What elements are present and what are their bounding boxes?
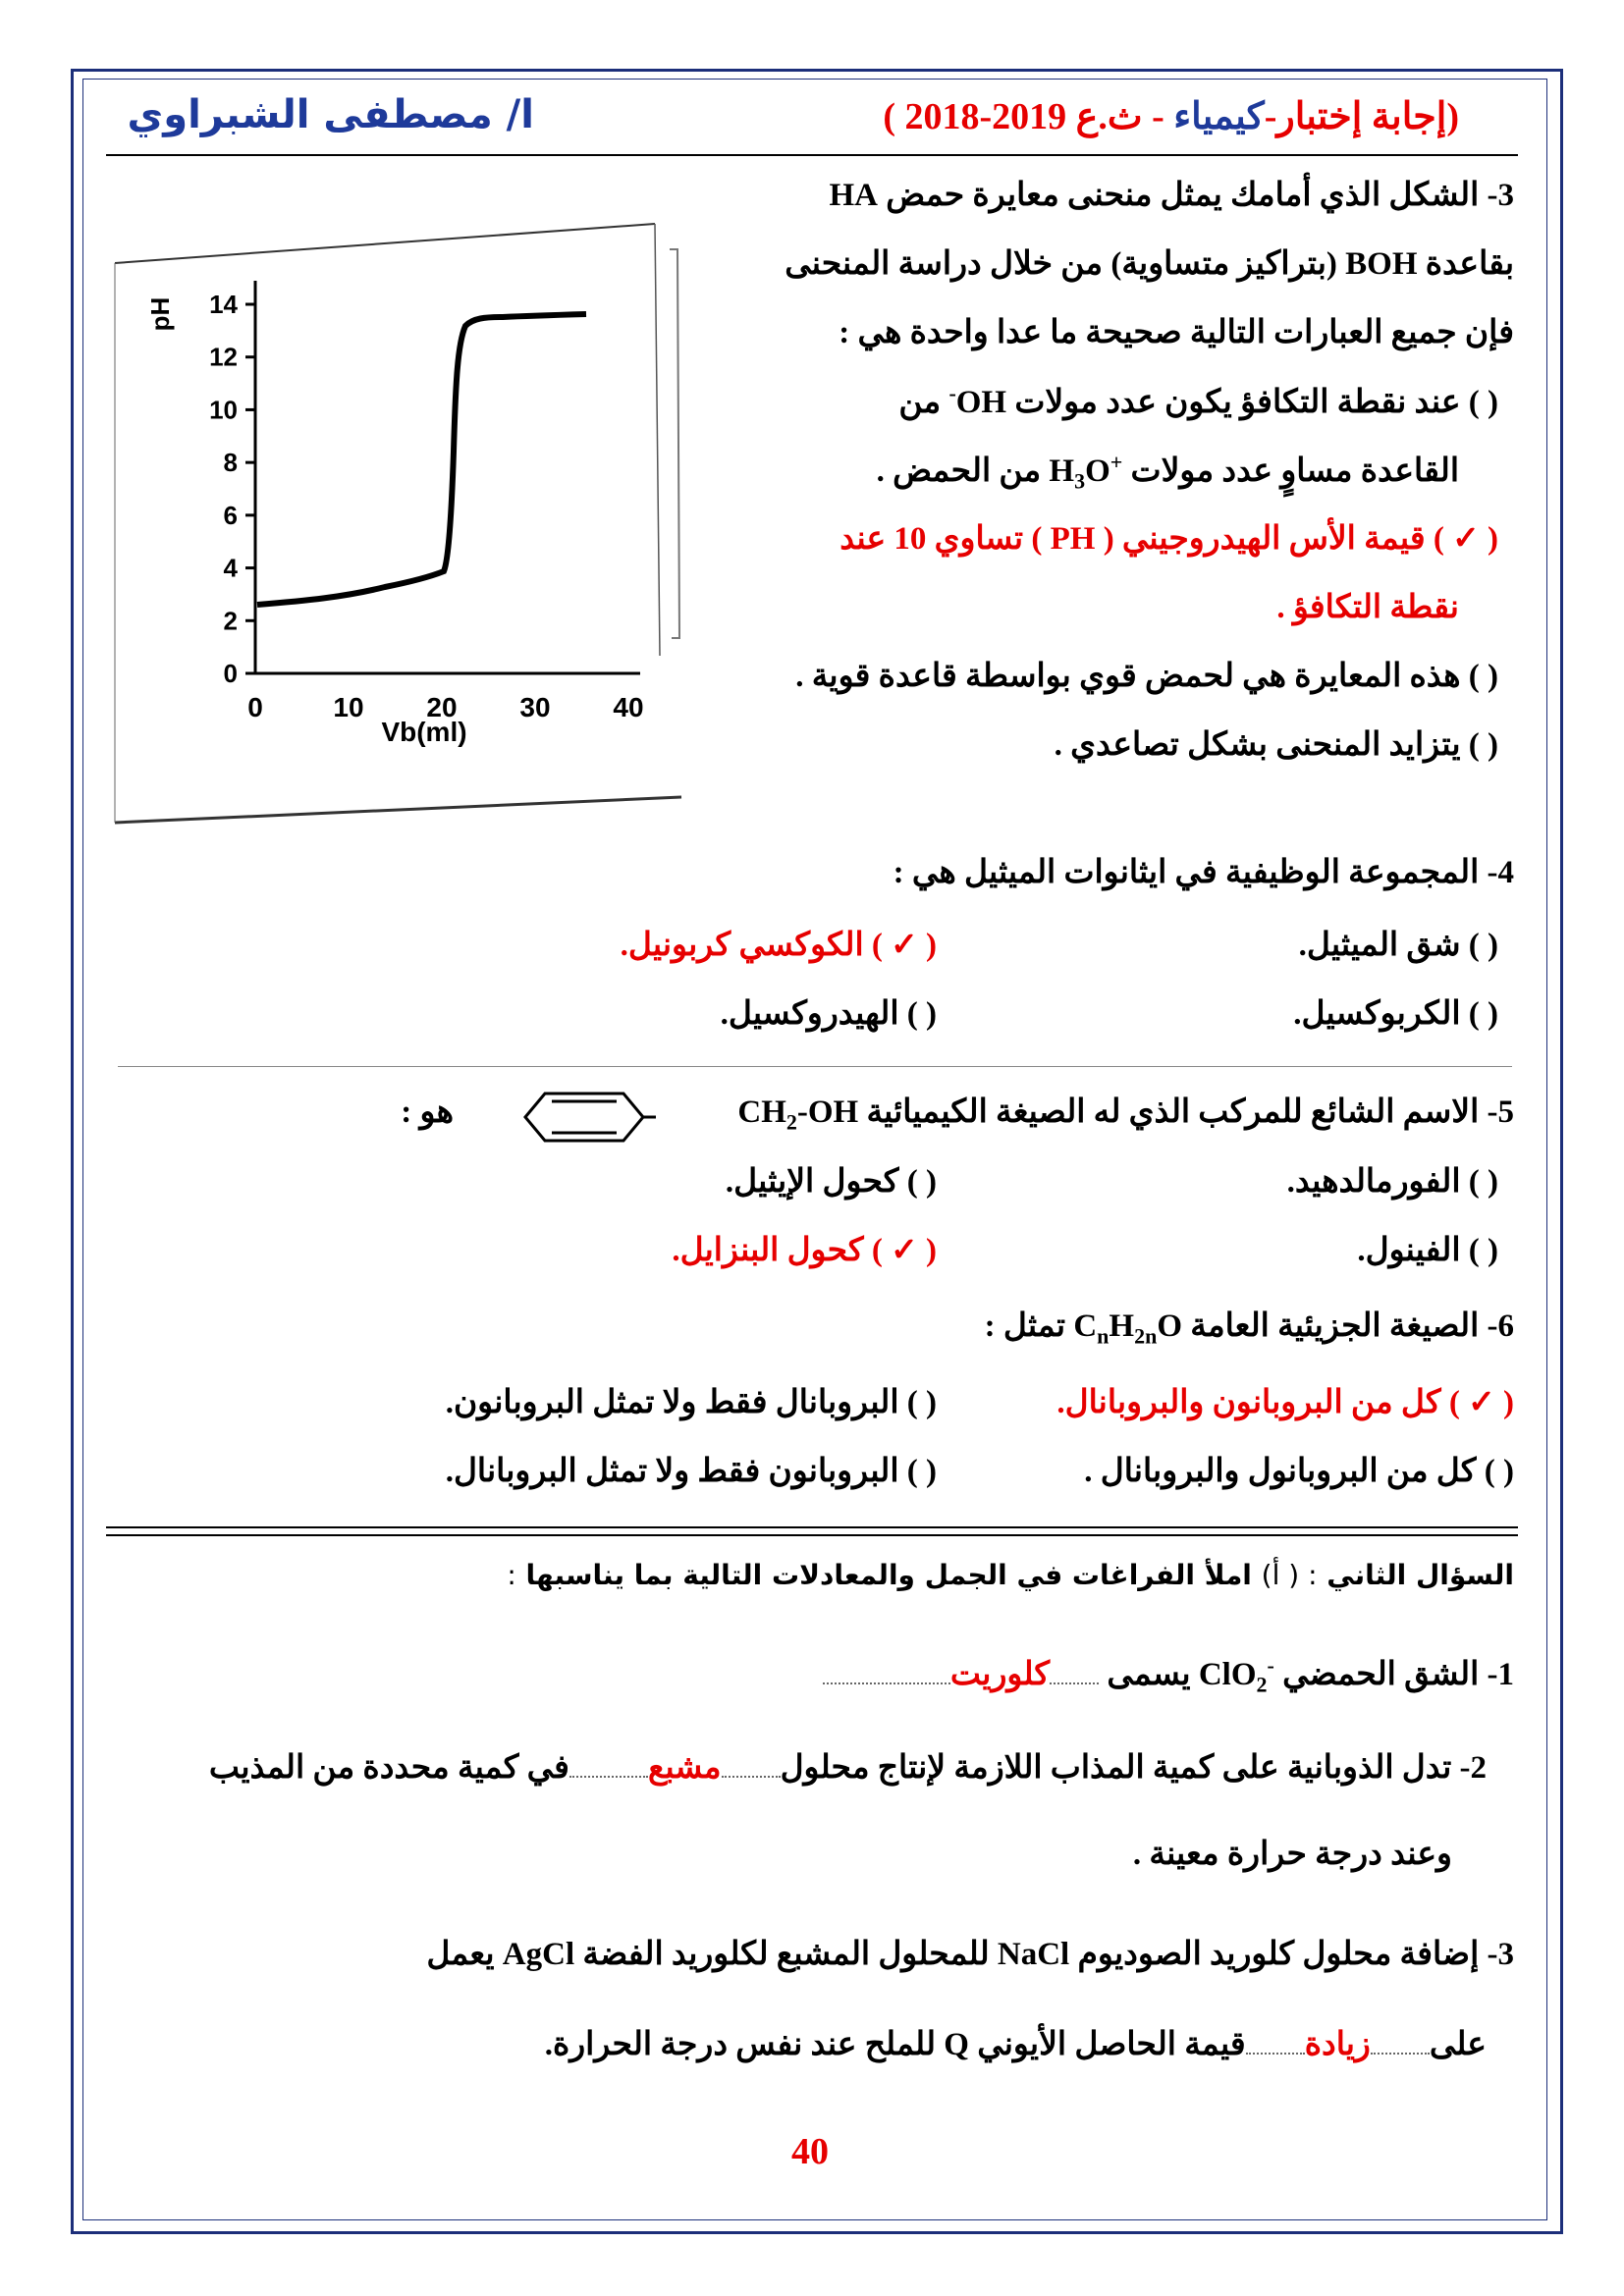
exam-title (883, 94, 1459, 138)
q6-formula-o: O (1157, 1308, 1182, 1344)
header-rule (106, 154, 1518, 156)
q4-option-c-box: ( ) (1468, 996, 1498, 1032)
q5-option-c-box: ( ) (1468, 1233, 1498, 1268)
x-tick-label: 40 (613, 692, 644, 722)
blank-dots (1371, 2053, 1430, 2055)
blank-dots (823, 1682, 950, 1684)
q4-option-d-box: ( ) (906, 996, 937, 1032)
sentence-2 (209, 1747, 1487, 1787)
titration-curve (257, 314, 586, 605)
graph-frame-top (115, 224, 655, 263)
q3-option-1 (898, 381, 1498, 421)
x-tick-label: 30 (519, 692, 551, 722)
second-question-part: : ( أ) (1261, 1559, 1318, 1591)
blank-dots (1050, 1682, 1099, 1684)
h3o-charge: + (1110, 450, 1123, 474)
sentence-1-mid: يسمى (1107, 1657, 1191, 1692)
q3-stem-line1: 3- الشكل الذي أمامك يمثل منحنى معايرة حمض HA (829, 178, 1514, 213)
q6-stem-end: تمثل : (984, 1308, 1066, 1344)
q5-stem (737, 1092, 1514, 1136)
q4-option-a-box: ( ) (1468, 928, 1498, 963)
sentence-1 (823, 1653, 1514, 1698)
benzene-ring-icon (520, 1088, 658, 1147)
h-symbol: H (1049, 454, 1075, 489)
h3o-subscript: 3 (1074, 468, 1086, 494)
q6-formula (1073, 1308, 1182, 1349)
q3-option-2 (839, 518, 1498, 558)
q6-formula-c: C (1073, 1308, 1098, 1344)
q6-formula-h: H (1109, 1308, 1135, 1344)
y-axis-label: pH (145, 296, 175, 332)
page-number: 40 (791, 2131, 829, 2172)
y-tick-label: 12 (209, 342, 238, 372)
q6-stem-text: 6- الصيغة الجزيئية العامة (1190, 1308, 1514, 1344)
title-years: 2019-2018 (904, 96, 1067, 137)
q5-option-b-box: ( ) (906, 1164, 937, 1200)
y-tick-label: 4 (223, 553, 238, 583)
second-question-colon: : (507, 1559, 516, 1591)
q5-option-a (1287, 1161, 1498, 1201)
y-tick-label: 6 (223, 500, 238, 530)
title-answer: إجابة إختبار- (1264, 96, 1447, 137)
q6-option-d-text: البروبانون فقط ولا تمثل البروبانال. (445, 1454, 899, 1489)
chlorite-symbol: ClO (1198, 1657, 1257, 1692)
sentence-1-answer: كلوريت (949, 1657, 1051, 1692)
q3-option-1-box: ( ) (1468, 385, 1498, 420)
q4-option-b-text: الكوكسي كربونيل. (620, 928, 864, 963)
q4-option-c-text: الكربوكسيل. (1293, 996, 1461, 1032)
section-divider-top (106, 1526, 1518, 1528)
q3-option-4 (1055, 724, 1498, 764)
q6-option-b (446, 1382, 937, 1421)
q4-option-d (721, 993, 937, 1033)
q4-divider (118, 1066, 1512, 1067)
q3-option-2-text: قيمة الأس الهيدروجيني ( PH ) تساوي 10 عند (839, 521, 1426, 557)
q3-stem-line3: فإن جميع العبارات التالية صحيحة ما عدا واحدة هي : (839, 315, 1514, 350)
q5-option-a-text: الفورمالدهيد. (1286, 1164, 1461, 1200)
title-grade-dash: - (1142, 96, 1174, 137)
q3-stem-line2: بقاعدة BOH (بتراكيز متساوية) من خلال دراسة المنحنى (785, 246, 1514, 282)
y-tick-label: 10 (209, 395, 238, 425)
author-name: ا/ مصطفى الشبراوي (127, 92, 534, 137)
chlorite-formula (1198, 1653, 1274, 1697)
q3-option-3-text: هذه المعايرة هي لحمض قوي بواسطة قاعدة قوية . (795, 659, 1461, 694)
y-tick-labels (209, 290, 238, 688)
title-grade: ث.ع (1075, 96, 1143, 137)
q3-option-3 (795, 656, 1498, 695)
titration-curve-graph (110, 216, 689, 832)
q4-option-b-box: ( ✓ ) (871, 928, 937, 963)
second-question-instruction: املأ الفراغات في الجمل والمعادلات التالية بما يناسبها (525, 1559, 1252, 1591)
q6-option-c (1084, 1451, 1514, 1490)
section-divider-bottom (106, 1534, 1518, 1536)
x-axis-label: Vb(ml) (381, 717, 467, 747)
oh-symbol: OH (955, 385, 1007, 420)
title-subject: كيمياء (1173, 96, 1265, 137)
q3-option-3-box: ( ) (1468, 659, 1498, 694)
q6-option-a-text: كل من البروبانون والبروبانال. (1056, 1385, 1441, 1420)
q4-option-d-text: الهيدروكسيل. (720, 996, 899, 1032)
q5-option-d (672, 1230, 937, 1269)
sentence-3-answer: زيادة (1304, 2027, 1371, 2062)
q5-formula-ch: CH (737, 1095, 786, 1130)
sentence-2-start: 2- تدل الذوبانية على كمية المذاب اللازمة لإنتاج محلول (780, 1750, 1487, 1786)
q5-option-d-box: ( ✓ ) (871, 1233, 937, 1268)
q4-option-b (621, 925, 937, 964)
second-question-title: السؤال الثاني (1326, 1559, 1514, 1591)
q3-option-1-line2 (877, 450, 1459, 495)
q6-option-c-text: كل من البروبانول والبروبانال . (1084, 1454, 1477, 1489)
q4-option-a (1299, 925, 1498, 964)
h3o-formula (1049, 450, 1123, 494)
q6-formula-2n: 2n (1134, 1323, 1158, 1349)
y-tick-label: 2 (223, 606, 238, 636)
o-symbol: O (1085, 454, 1110, 489)
q5-formula (737, 1095, 859, 1135)
y-tick-label: 8 (223, 448, 238, 478)
blank-dots (569, 1776, 648, 1778)
q3-option-1-line2b: من الحمض . (876, 454, 1042, 489)
q5-formula-oh: -OH (796, 1095, 859, 1130)
q6-stem (985, 1306, 1514, 1350)
title-close: ) (883, 96, 895, 137)
q5-option-c (1357, 1230, 1498, 1269)
q6-option-d (446, 1451, 937, 1490)
q6-formula-n: n (1097, 1323, 1110, 1349)
q5-option-b-text: كحول الإيثيل. (725, 1164, 899, 1200)
oh-formula (948, 381, 1007, 420)
q6-option-a-box: ( ✓ ) (1448, 1385, 1514, 1420)
x-tick-label: 10 (333, 692, 364, 722)
blank-dots (722, 1776, 781, 1778)
q3-option-2-box: ( ✓ ) (1433, 521, 1498, 557)
q5-stem-text: 5- الاسم الشائع للمركب الذي له الصيغة الكيميائية (866, 1095, 1514, 1130)
q5-option-c-text: الفينول. (1357, 1233, 1461, 1268)
sentence-3-line2 (545, 2024, 1487, 2063)
y-tick-label: 0 (223, 659, 238, 688)
q3-option-1-min: من (898, 385, 942, 420)
q3-option-4-text: يتزايد المنحنى بشكل تصاعدي . (1054, 727, 1461, 763)
x-tick-label: 20 (426, 692, 458, 722)
blank-dots (1246, 2053, 1305, 2055)
sentence-2-line2: وعند درجة حرارة معينة . (1132, 1837, 1452, 1872)
sentence-3-start: على (1429, 2027, 1487, 2062)
q4-option-a-text: شق الميثيل. (1298, 928, 1461, 963)
q3-option-4-box: ( ) (1468, 727, 1498, 763)
q3-option-1-text: عند نقطة التكافؤ يكون عدد مولات (1014, 385, 1461, 420)
q6-option-b-text: البروبانال فقط ولا تمثل البروبانون. (445, 1385, 899, 1420)
q5-formula-sub: 2 (785, 1109, 797, 1135)
q5-option-b (726, 1161, 937, 1201)
sentence-1-start: 1- الشق الحمضي (1282, 1657, 1514, 1692)
chlorite-subscript: 2 (1256, 1672, 1268, 1697)
q3-option-1-line2a: القاعدة مساوٍ عدد مولات (1130, 454, 1459, 489)
q3-option-2-line2: نقطة التكافؤ . (1276, 590, 1459, 625)
y-tick-label: 14 (209, 290, 238, 319)
q5-option-d-text: كحول البنزايل. (672, 1233, 864, 1268)
graph-frame-bottom (115, 797, 681, 823)
sentence-2-end: في كمية محددة من المذيب (208, 1750, 569, 1786)
q6-option-d-box: ( ) (906, 1454, 937, 1489)
graph-bracket (670, 249, 679, 638)
sentence-2-answer: مشبع (647, 1750, 722, 1786)
q6-option-a (1056, 1382, 1514, 1421)
oh-charge: - (948, 381, 956, 405)
second-question-header (507, 1559, 1514, 1591)
x-tick-label: 0 (247, 692, 263, 722)
sentence-3-line1: 3- إضافة محلول كلوريد الصوديوم NaCl للمحلول المشبع لكلوريد الفضة AgCl يعمل (426, 1937, 1514, 1972)
title-open: ( (1446, 96, 1459, 137)
q4-option-c (1293, 993, 1498, 1033)
chlorite-charge: - (1267, 1653, 1274, 1678)
q6-option-b-box: ( ) (906, 1385, 937, 1420)
graph-frame-right (655, 224, 660, 656)
q5-option-a-box: ( ) (1468, 1164, 1498, 1200)
q4-stem: 4- المجموعة الوظيفية في ايثانوات الميثيل هي : (893, 855, 1514, 890)
q5-stem-end: هو : (401, 1095, 454, 1130)
q6-option-c-box: ( ) (1484, 1454, 1514, 1489)
sentence-3-end: قيمة الحاصل الأيوني Q للملح عند نفس درجة الحرارة. (544, 2027, 1246, 2062)
